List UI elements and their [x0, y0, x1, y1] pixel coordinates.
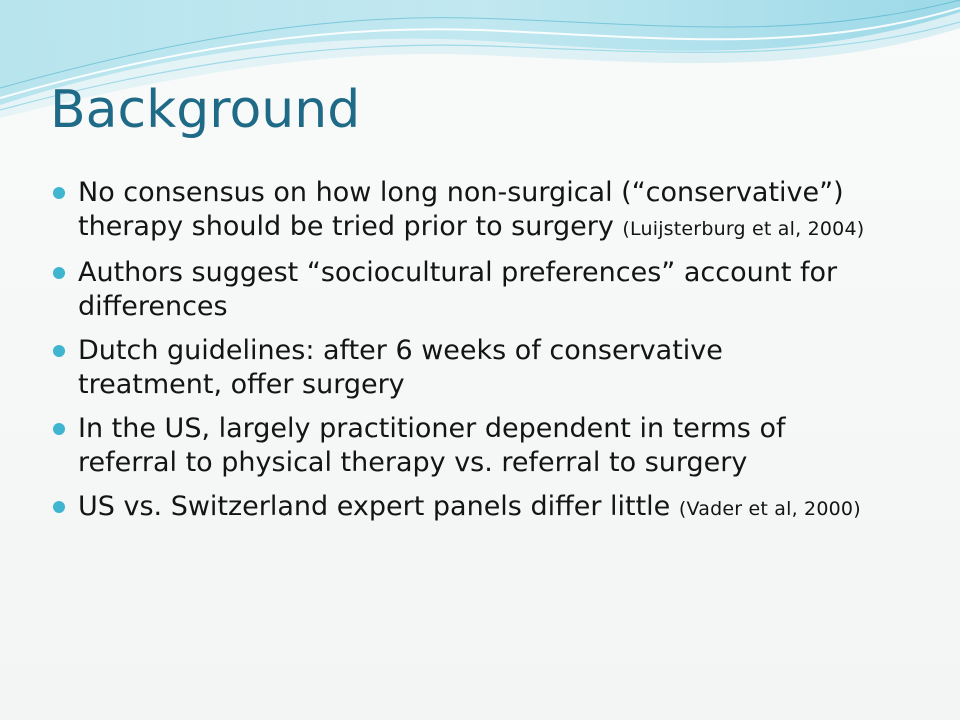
bullet-item	[50, 412, 870, 480]
bullet-dot-icon	[53, 423, 65, 435]
bullet-dot-icon	[53, 501, 65, 513]
bullet-text: In the US, largely practitioner dependent in terms of referral to physical therapy vs. referral to surgery	[78, 413, 786, 478]
bullet-text: US vs. Switzerland expert panels differ little	[78, 491, 671, 522]
bullet-text: Authors suggest “sociocultural preferences” account for differences	[78, 257, 838, 322]
bullet-text: Dutch guidelines: after 6 weeks of conservative treatment, offer surgery	[78, 335, 723, 400]
bullet-dot-icon	[53, 187, 65, 199]
bullet-citation: (Vader et al, 2000)	[678, 498, 861, 520]
slide-title: Background	[50, 80, 361, 140]
bullet-citation: (Luijsterburg et al, 2004)	[622, 218, 865, 240]
bullet-item	[50, 176, 870, 246]
bullet-item	[50, 256, 870, 324]
bullet-dot-icon	[53, 267, 65, 279]
bullet-item	[50, 334, 870, 402]
bullet-list	[50, 176, 870, 536]
bullet-dot-icon	[53, 345, 65, 357]
bullet-item	[50, 490, 870, 526]
bullet-text: No consensus on how long non-surgical (“conservative”) therapy should be tried prior to surgery	[78, 177, 844, 242]
